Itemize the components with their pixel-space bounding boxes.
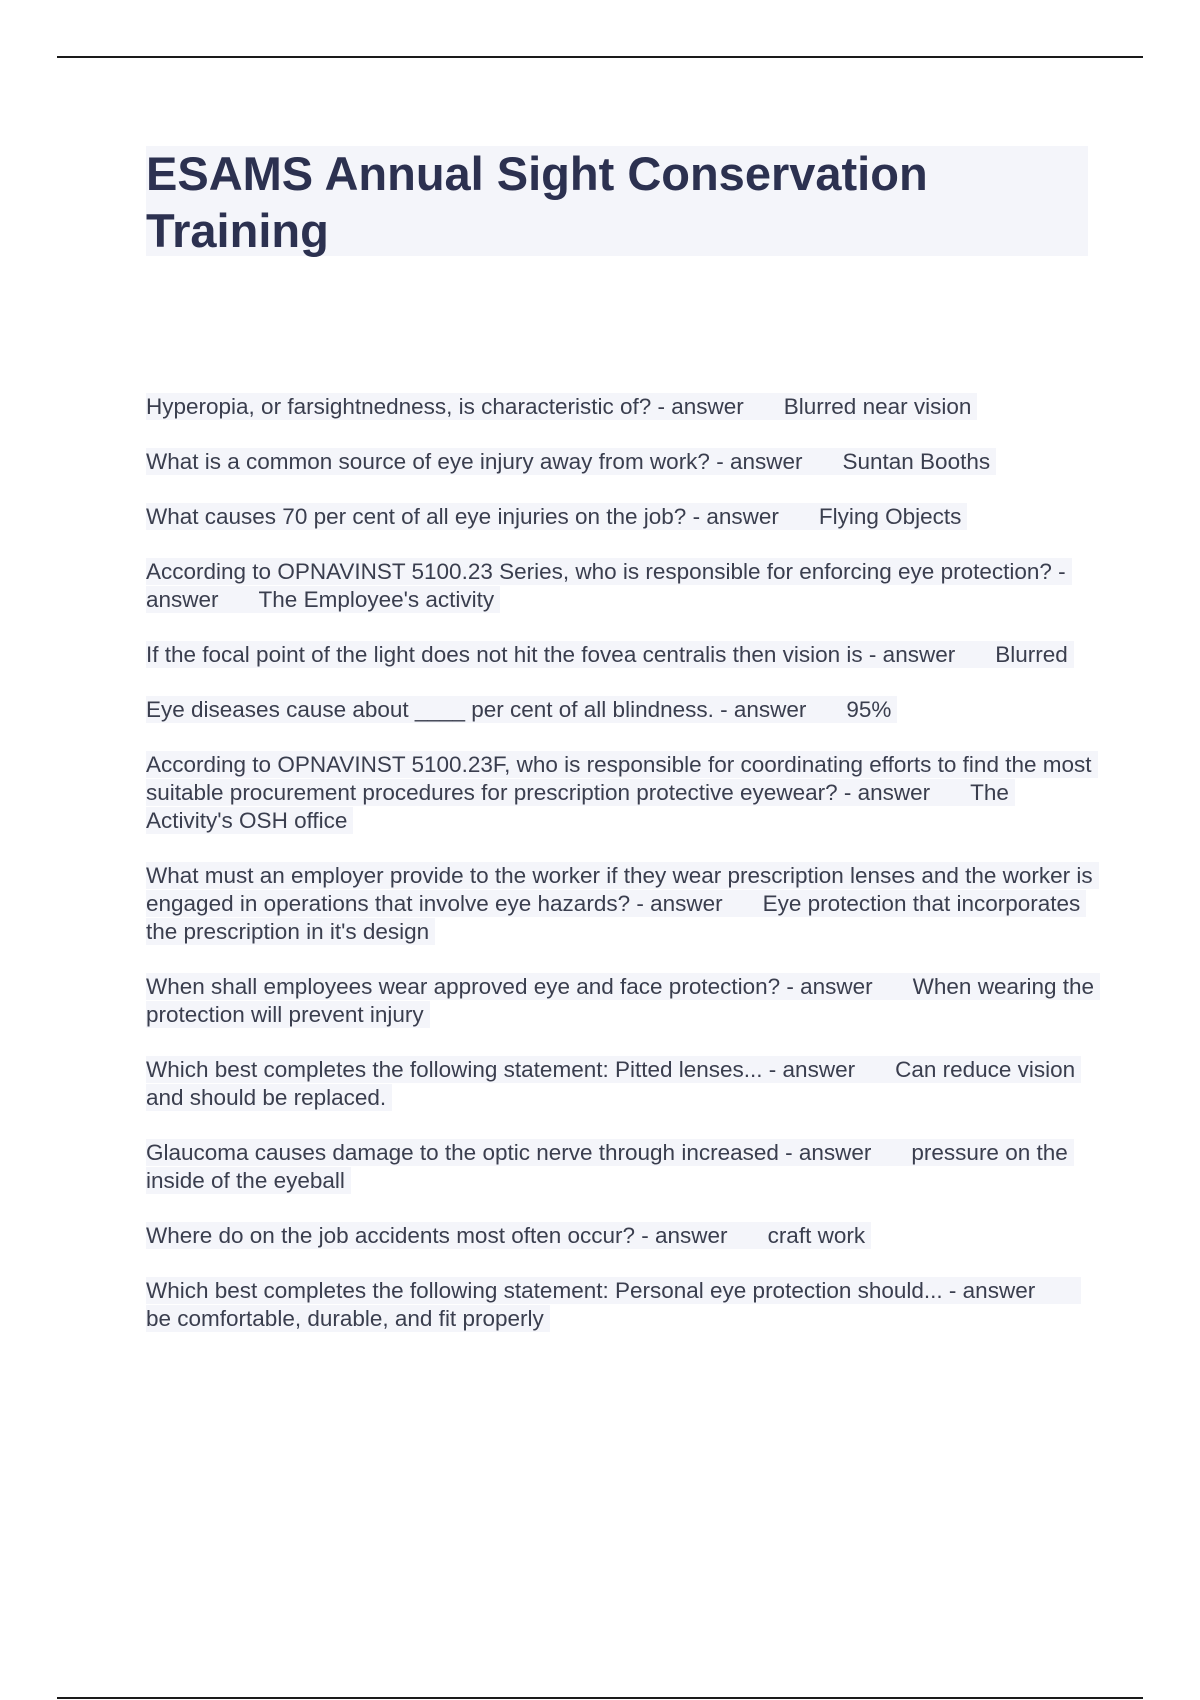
qa-item — [146, 641, 1096, 669]
qa-item — [146, 751, 1096, 835]
qa-question: What is a common source of eye injury away from work? - answer — [146, 449, 803, 474]
qa-question: Where do on the job accidents most often occur? - answer — [146, 1223, 728, 1248]
qa-answer: The Activity's OSH office — [146, 780, 1009, 833]
qa-question: If the focal point of the light does not hit the fovea centralis then vision is - answer — [146, 642, 956, 667]
qa-item — [146, 862, 1096, 946]
qa-item — [146, 393, 1096, 421]
qa-question: Hyperopia, or farsightnedness, is characteristic of? - answer — [146, 394, 744, 419]
qa-item — [146, 1277, 1096, 1333]
qa-question: According to OPNAVINST 5100.23 Series, who is responsible for enforcing eye protection? - answer — [146, 559, 1066, 612]
qa-item — [146, 558, 1096, 614]
qa-answer: Flying Objects — [818, 504, 962, 529]
qa-answer: When wearing the protection will prevent injury — [146, 974, 1095, 1027]
qa-question: Which best completes the following statement: Personal eye protection should... - answer — [146, 1278, 1036, 1303]
qa-answer: Blurred near vision — [783, 394, 972, 419]
document-title: ESAMS Annual Sight Conservation Training — [146, 147, 928, 257]
qa-answer: 95% — [846, 697, 892, 722]
qa-question: According to OPNAVINST 5100.23F, who is responsible for coordinating efforts to find the most suitable procurement procedures for prescription protective eyewear? - answer — [146, 752, 1092, 805]
bottom-rule — [57, 1697, 1143, 1699]
qa-answer: be comfortable, durable, and fit properly — [146, 1306, 544, 1331]
qa-item — [146, 503, 1096, 531]
qa-item — [146, 1056, 1096, 1112]
qa-question: What causes 70 per cent of all eye injuries on the job? - answer — [146, 504, 779, 529]
qa-answer: Eye protection that incorporates the prescription in it's design — [146, 891, 1081, 944]
qa-question: Eye diseases cause about ____ per cent of all blindness. - answer — [146, 697, 807, 722]
qa-item — [146, 1222, 1096, 1250]
qa-answer: Blurred — [995, 642, 1068, 667]
top-rule — [57, 56, 1143, 58]
qa-answer: Can reduce vision and should be replaced. — [146, 1057, 1076, 1110]
qa-answer: The Employee's activity — [258, 587, 495, 612]
qa-list — [146, 393, 1096, 1360]
qa-answer: Suntan Booths — [842, 449, 991, 474]
qa-question: What must an employer provide to the worker if they wear prescription lenses and the worker is engaged in operations that involve eye hazards? - answer — [146, 863, 1093, 916]
qa-answer: pressure on the inside of the eyeball — [146, 1140, 1068, 1193]
title-block — [146, 146, 1088, 256]
qa-question: Glaucoma causes damage to the optic nerve through increased - answer — [146, 1140, 872, 1165]
qa-item — [146, 1139, 1096, 1195]
qa-item — [146, 696, 1096, 724]
qa-answer: craft work — [767, 1223, 866, 1248]
qa-question: When shall employees wear approved eye and face protection? - answer — [146, 974, 873, 999]
qa-item — [146, 973, 1096, 1029]
qa-item — [146, 448, 1096, 476]
qa-question: Which best completes the following statement: Pitted lenses... - answer — [146, 1057, 856, 1082]
